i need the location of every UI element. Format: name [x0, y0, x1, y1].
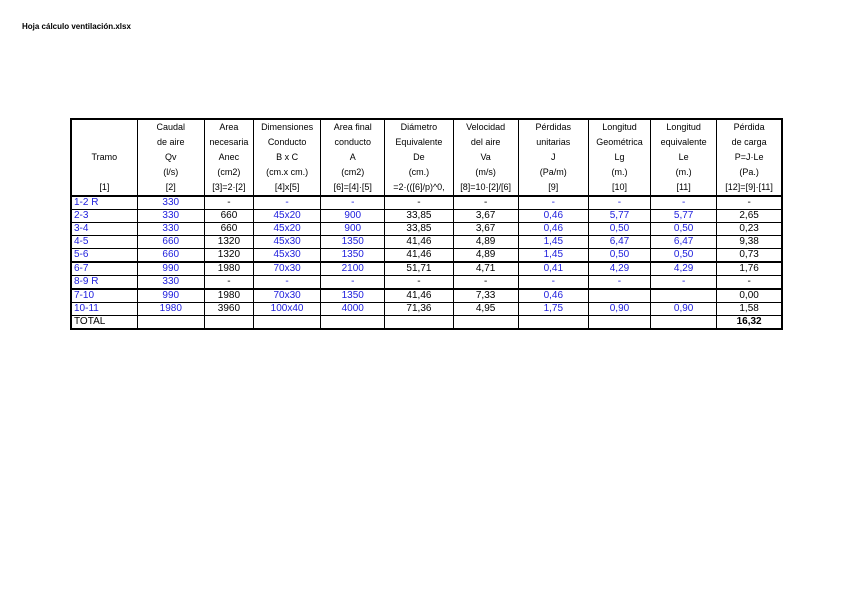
column-header-4: [321, 119, 385, 196]
table-cell: 330: [137, 210, 204, 223]
table-cell: 70x30: [253, 289, 320, 303]
header-line: Diámetro: [400, 122, 438, 132]
header-line: [72, 120, 137, 135]
table-cell: -: [717, 196, 782, 210]
header-line: [6]=[4]·[5]: [333, 182, 372, 192]
table-cell: 0,23: [717, 223, 782, 236]
table-cell: [588, 316, 650, 330]
table-cell: -: [204, 276, 253, 290]
table-cell: 660: [204, 210, 253, 223]
tramo-cell: 7-10: [71, 289, 137, 303]
table-row: [71, 303, 782, 316]
header-line: Va: [480, 152, 491, 162]
table-cell: 0,46: [518, 210, 588, 223]
header-line: Geométrica: [596, 137, 643, 147]
header-line: (m.): [675, 167, 692, 177]
total-label: TOTAL: [71, 316, 137, 330]
table-cell: 1350: [321, 289, 385, 303]
header-line: [10]: [611, 182, 627, 192]
table-cell: 1,76: [717, 262, 782, 276]
header-line: [2]: [165, 182, 176, 192]
table-cell: -: [518, 196, 588, 210]
header-line: (cm2): [341, 167, 365, 177]
table-cell: 1,45: [518, 236, 588, 249]
column-header-8: [588, 119, 650, 196]
table-cell: 33,85: [385, 223, 453, 236]
header-line: (Pa.): [739, 167, 759, 177]
column-header-9: [651, 119, 717, 196]
table-row: [71, 223, 782, 236]
table-cell: 1980: [204, 262, 253, 276]
table-cell: 1980: [204, 289, 253, 303]
table-cell: 0,41: [518, 262, 588, 276]
table-cell: 41,46: [385, 236, 453, 249]
header-line: [12]=[9]·[11]: [725, 182, 773, 192]
table-row: [71, 262, 782, 276]
table-cell: 0,50: [588, 223, 650, 236]
table-cell: 2100: [321, 262, 385, 276]
header-line: (m.): [611, 167, 628, 177]
table-cell: [385, 316, 453, 330]
table-row: [71, 289, 782, 303]
table-cell: -: [321, 196, 385, 210]
table-cell: 6,47: [651, 236, 717, 249]
header-line: Area: [219, 122, 239, 132]
header-line: Pérdida: [733, 122, 765, 132]
table-cell: 3,67: [453, 210, 518, 223]
header-line: Velocidad: [466, 122, 506, 132]
table-cell: 0,50: [651, 249, 717, 263]
table-cell: -: [453, 276, 518, 290]
table-cell: 6,47: [588, 236, 650, 249]
table-cell: 33,85: [385, 210, 453, 223]
table-cell: 100x40: [253, 303, 320, 316]
header-line: Pérdidas: [535, 122, 572, 132]
table-cell: 0,46: [518, 223, 588, 236]
header-line: del aire: [470, 137, 501, 147]
table-cell: 1,45: [518, 249, 588, 263]
table-cell: 1350: [321, 249, 385, 263]
header-line: conducto: [334, 137, 372, 147]
table-cell: 5,77: [651, 210, 717, 223]
header-line: Dimensiones: [261, 122, 314, 132]
table-cell: 9,38: [717, 236, 782, 249]
header-line: [3]=2·[2]: [212, 182, 246, 192]
header-line: unitarias: [536, 137, 571, 147]
header-line: (cm.x cm.): [266, 167, 309, 177]
table-cell: [204, 316, 253, 330]
tramo-cell: 4-5: [71, 236, 137, 249]
tramo-cell: 3-4: [71, 223, 137, 236]
table-cell: 660: [137, 236, 204, 249]
table-cell: -: [717, 276, 782, 290]
table-cell: [137, 316, 204, 330]
table-cell: -: [651, 276, 717, 290]
table-cell: 4,89: [453, 236, 518, 249]
table-cell: 3,67: [453, 223, 518, 236]
column-header-6: [453, 119, 518, 196]
ventilation-table: [70, 118, 783, 330]
header-line: [4]x[5]: [274, 182, 300, 192]
table-row: [71, 276, 782, 290]
table-cell: 990: [137, 262, 204, 276]
tramo-cell: 10-11: [71, 303, 137, 316]
header-line: (cm.): [408, 167, 430, 177]
header-line: De: [413, 152, 425, 162]
header-line: de aire: [157, 137, 185, 147]
header-line: P=J·Le: [734, 152, 764, 162]
table-cell: 990: [137, 289, 204, 303]
table-cell: 5,77: [588, 210, 650, 223]
table-cell: -: [588, 196, 650, 210]
table-cell: [321, 316, 385, 330]
table-cell: 660: [137, 249, 204, 263]
table-cell: 330: [137, 276, 204, 290]
column-header-0: [71, 119, 137, 196]
table-cell: 1,58: [717, 303, 782, 316]
table-cell: 0,00: [717, 289, 782, 303]
table-cell: 70x30: [253, 262, 320, 276]
table-header: [71, 119, 782, 196]
header-line: [72, 165, 137, 180]
column-header-2: [204, 119, 253, 196]
table-cell: 4000: [321, 303, 385, 316]
tramo-cell: 1-2 R: [71, 196, 137, 210]
column-header-3: [253, 119, 320, 196]
table-cell: [453, 316, 518, 330]
header-line: Equivalente: [395, 137, 443, 147]
table-cell: -: [385, 196, 453, 210]
table-cell: 4,95: [453, 303, 518, 316]
document-title: Hoja cálculo ventilación.xlsx: [22, 22, 131, 31]
table-cell: [518, 316, 588, 330]
header-line: [1]: [99, 182, 110, 192]
table-cell: 3960: [204, 303, 253, 316]
table-cell: 1350: [321, 236, 385, 249]
table-cell: -: [518, 276, 588, 290]
column-header-10: [717, 119, 782, 196]
header-line: Qv: [165, 152, 177, 162]
table-cell: 51,71: [385, 262, 453, 276]
table-row: [71, 196, 782, 210]
header-line: Longitud: [666, 122, 701, 132]
header-line: Anec: [218, 152, 240, 162]
table-cell: 45x20: [253, 223, 320, 236]
table-row: [71, 210, 782, 223]
table-cell: 0,50: [651, 223, 717, 236]
header-line: necesaria: [209, 137, 249, 147]
header-line: (m/s): [475, 167, 496, 177]
table-cell: [651, 289, 717, 303]
table-cell: 0,73: [717, 249, 782, 263]
header-line: (l/s): [163, 167, 179, 177]
header-line: A: [349, 152, 356, 162]
total-row: [71, 316, 782, 330]
header-line: equivalente: [660, 137, 707, 147]
tramo-cell: 2-3: [71, 210, 137, 223]
table-cell: 1320: [204, 236, 253, 249]
table-cell: 1320: [204, 249, 253, 263]
table-cell: 4,71: [453, 262, 518, 276]
header-line: [8]=10·[2]/[6]: [460, 182, 512, 192]
table-cell: 45x30: [253, 249, 320, 263]
table-cell: 900: [321, 223, 385, 236]
header-line: Longitud: [602, 122, 637, 132]
table-cell: -: [651, 196, 717, 210]
header-line: Lg: [614, 152, 625, 162]
header-line: [11]: [676, 182, 691, 192]
table-cell: 330: [137, 196, 204, 210]
header-line: [72, 135, 137, 150]
table-cell: -: [204, 196, 253, 210]
header-line: de carga: [731, 137, 767, 147]
table-cell: 45x30: [253, 236, 320, 249]
table-cell: [651, 316, 717, 330]
table-cell: 1,75: [518, 303, 588, 316]
total-value: 16,32: [717, 316, 782, 330]
header-line: Area final: [333, 122, 372, 132]
table-cell: 4,29: [651, 262, 717, 276]
table-row: [71, 236, 782, 249]
table-body: [71, 196, 782, 329]
tramo-cell: 6-7: [71, 262, 137, 276]
table-cell: 900: [321, 210, 385, 223]
table-cell: 71,36: [385, 303, 453, 316]
column-header-5: [385, 119, 453, 196]
table-cell: 4,29: [588, 262, 650, 276]
table-cell: 41,46: [385, 249, 453, 263]
table-cell: -: [321, 276, 385, 290]
table-cell: 660: [204, 223, 253, 236]
header-line: Le: [678, 152, 689, 162]
header-line: J: [551, 152, 556, 162]
table-cell: 0,50: [588, 249, 650, 263]
table-cell: 41,46: [385, 289, 453, 303]
header-line: (Pa/m): [539, 167, 567, 177]
table-cell: -: [453, 196, 518, 210]
header-line: Caudal: [156, 122, 186, 132]
table-cell: 1980: [137, 303, 204, 316]
table-row: [71, 249, 782, 263]
table-cell: -: [588, 276, 650, 290]
table-cell: 0,90: [651, 303, 717, 316]
tramo-cell: 5-6: [71, 249, 137, 263]
table-cell: -: [253, 276, 320, 290]
table-cell: [588, 289, 650, 303]
table-cell: 0,90: [588, 303, 650, 316]
table-cell: -: [253, 196, 320, 210]
table-cell: 2,65: [717, 210, 782, 223]
header-line: B x C: [276, 152, 299, 162]
table-cell: 45x20: [253, 210, 320, 223]
table-cell: [253, 316, 320, 330]
header-line: =2·(([6]/p)^0,: [393, 182, 445, 192]
table-cell: 0,46: [518, 289, 588, 303]
header-line: Conducto: [267, 137, 307, 147]
header-line: (cm2): [217, 167, 241, 177]
table-cell: 4,89: [453, 249, 518, 263]
tramo-cell: 8-9 R: [71, 276, 137, 290]
header-line: Tramo: [91, 152, 118, 162]
table-cell: -: [385, 276, 453, 290]
table-cell: 7,33: [453, 289, 518, 303]
header-line: [9]: [548, 182, 559, 192]
column-header-7: [518, 119, 588, 196]
column-header-1: [137, 119, 204, 196]
table-cell: 330: [137, 223, 204, 236]
